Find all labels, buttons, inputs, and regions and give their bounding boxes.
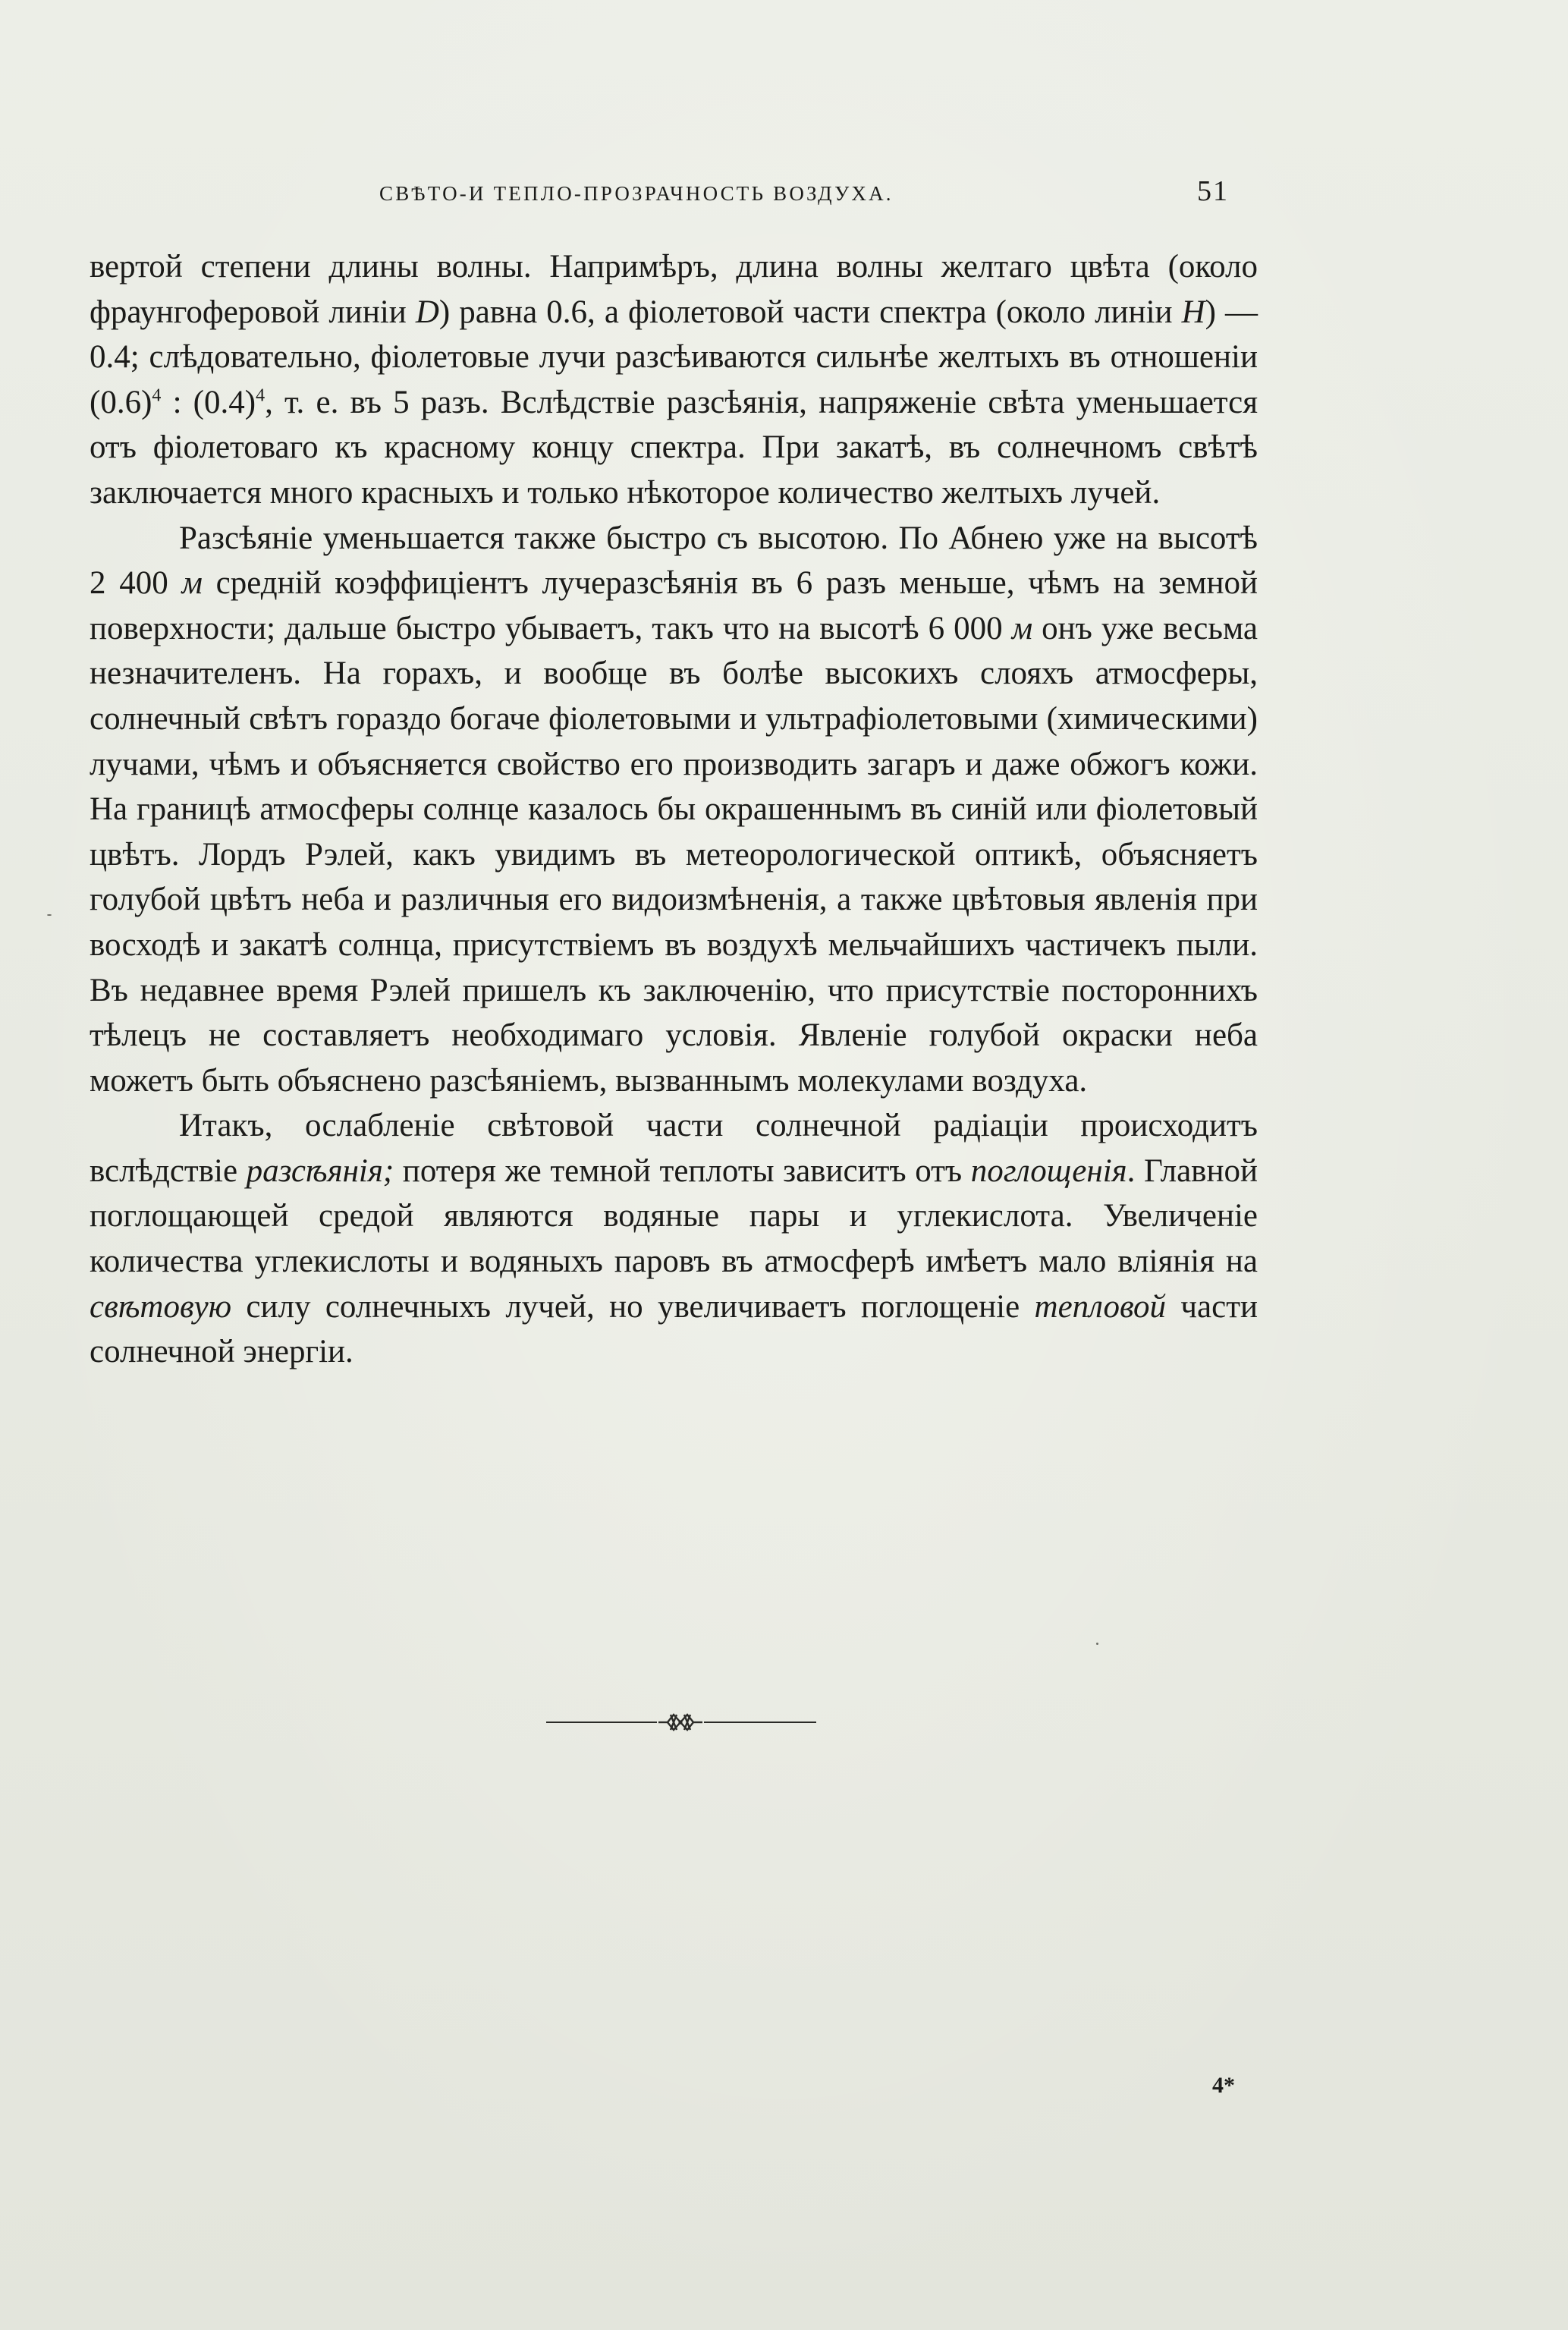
text-run: силу солнечныхъ лучей, но увеличиваетъ поглощеніе	[231, 1288, 1035, 1325]
page-number: 51	[1197, 175, 1229, 207]
running-head	[91, 173, 1274, 219]
ornament-rule-left	[546, 1722, 657, 1723]
text-run: средній коэффиціентъ лучеразсѣянія въ 6 разъ меньше, чѣмъ на земной поверхности; дальше быстро убываетъ, такъ что на высотѣ 6 000	[90, 565, 1258, 646]
italic-text: м	[181, 565, 203, 602]
superscript: 4	[256, 385, 266, 406]
ornament-rule-right	[704, 1722, 816, 1723]
text-run: потеря же темной теплоты зависитъ отъ	[394, 1152, 971, 1189]
ornament-fleuron-icon	[657, 1709, 704, 1736]
body-text	[90, 244, 1258, 1375]
text-run: вертой степени длины волны. Напримѣръ, длина волны желтаго цвѣта (около фраунгоферовой линіи	[90, 249, 1258, 330]
text-run: Разсѣяніе уменьшается также быстро съ высотою. По Абнею уже на высотѣ 2 400	[90, 520, 1258, 602]
italic-text: H	[1181, 294, 1205, 330]
text-run: , т. е. въ 5 разъ. Вслѣдствіе разсѣянія, напряженіе свѣта уменьшается отъ фіолетоваго къ красному концу спектра. При закатѣ, въ солнечномъ свѣтѣ заключается много красныхъ и только нѣкоторое количество желтыхъ лучей.	[90, 384, 1258, 511]
text-run: : (0.4)	[161, 384, 256, 420]
italic-text: тепловой	[1034, 1288, 1167, 1325]
text-run: онъ уже весьма незначителенъ. На горахъ, и вообще въ болѣе высокихъ слояхъ атмосферы, солнечный свѣтъ гораздо богаче фіолетовыми и ультрафіолетовыми (химическими) лучами, чѣмъ и объясняется свойство его производить загаръ и даже обжогъ кожи. На границѣ атмосферы солнце казалось бы окрашеннымъ въ синій или фіолетовый цвѣтъ. Лордъ Рэлей, какъ увидимъ въ метеорологической оптикѣ, объясняетъ голубой цвѣтъ неба и различныя его видоизмѣненія, а также цвѣтовыя явленія при восходѣ и закатѣ солнца, присутствіемъ въ воздухѣ мельчайшихъ частичекъ пыли. Въ недавнее время Рэлей пришелъ къ заключенію, что присутствіе постороннихъ тѣлецъ не составляетъ необходимаго условія. Явленіе голубой окраски неба можетъ быть объяснено разсѣяніемъ, вызваннымъ молекулами воздуха.	[90, 610, 1258, 1099]
italic-text: поглощенія	[970, 1152, 1127, 1189]
paragraph	[90, 516, 1258, 1104]
section-end-ornament	[546, 1707, 816, 1737]
paper-speck	[1096, 1643, 1098, 1645]
text-run: ) равна 0.6, а фіолетовой части спектра (около линіи	[438, 294, 1182, 330]
italic-text: свѣтовую	[90, 1288, 232, 1325]
italic-text: м	[1011, 610, 1033, 646]
text-run: ) — 0.4; слѣдовательно, фіолетовые лучи разсѣиваются сильнѣе желтыхъ въ отношеніи (0.6)	[90, 294, 1258, 420]
paper-speck	[47, 914, 52, 916]
italic-text: разсѣянія;	[246, 1152, 394, 1189]
paragraph	[90, 244, 1258, 516]
text-run: части солнечной энергіи.	[90, 1288, 1258, 1370]
superscript: 4	[152, 385, 162, 406]
text-run: . Главной поглощающей средой являются водяные пары и углекислота. Увеличеніе количества углекислоты и водяныхъ паровъ въ атмосферѣ имѣетъ мало вліянія на	[90, 1152, 1258, 1280]
printer-signature-mark: 4*	[1212, 2073, 1235, 2098]
text-run: Итакъ, ослабленіе свѣтовой части солнечной радіаціи происходитъ вслѣдствіе	[90, 1108, 1258, 1189]
paragraph	[90, 1103, 1258, 1375]
running-title: СВѢТО-И ТЕПЛО-ПРОЗРАЧНОСТЬ ВОЗДУХА.	[379, 182, 894, 205]
italic-text: D	[415, 294, 439, 330]
